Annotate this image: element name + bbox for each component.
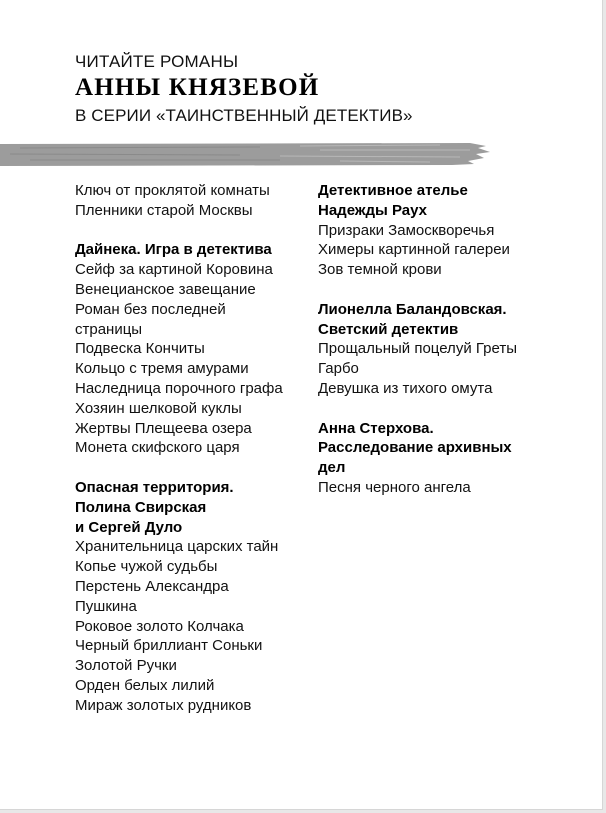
book-title: Черный бриллиант Соньки (75, 637, 263, 655)
book-title: Пленники старой Москвы (75, 201, 253, 219)
book-title: Подвеска Кончиты (75, 340, 205, 358)
series-title: Опасная территория. (75, 478, 234, 496)
book-title: Орден белых лилий (75, 676, 215, 694)
book-title: Сейф за картиной Коровина (75, 261, 273, 279)
page-header (75, 52, 413, 127)
book-title: Роман без последней (75, 300, 226, 318)
book-title: Мираж золотых рудников (75, 696, 252, 714)
series-title: Дайнека. Игра в детектива (75, 241, 272, 259)
header-line-1: ЧИТАЙТЕ РОМАНЫ (75, 52, 239, 71)
book-title: Монета скифского царя (75, 439, 240, 457)
book-title: Ключ от проклятой комнаты (75, 182, 270, 199)
book-title: Пушкина (75, 597, 137, 615)
book-title: Кольцо с тремя амурами (75, 360, 249, 378)
series-title: Детективное ателье (318, 182, 468, 199)
series-title: Анна Стерхова. (318, 419, 434, 437)
book-title: Перстень Александра (75, 577, 229, 595)
brush-stroke-divider (0, 140, 490, 168)
series-title: Надежды Раух (318, 201, 427, 219)
series-title: Светский детектив (318, 320, 459, 338)
book-title: Золотой Ручки (75, 657, 177, 675)
series-title: Расследование архивных (318, 439, 512, 457)
book-title: Гарбо (318, 360, 359, 378)
book-title: Наследница порочного графа (75, 379, 283, 397)
book-title: Копье чужой судьбы (75, 558, 218, 576)
series-title: и Сергей Дуло (75, 518, 183, 536)
series-title: Полина Свирская (75, 498, 207, 516)
author-name: АННЫ КНЯЗЕВОЙ (75, 74, 320, 101)
book-title: Венецианское завещание (75, 280, 256, 298)
right-column (318, 181, 558, 498)
left-column (75, 181, 307, 716)
series-title: дел (318, 459, 346, 477)
book-title: Жертвы Плещеева озера (75, 419, 252, 437)
book-title: Песня черного ангела (318, 478, 471, 496)
book-title: Прощальный поцелуй Греты (318, 340, 517, 358)
book-title: Хозяин шелковой куклы (75, 399, 242, 417)
series-name: В СЕРИИ «ТАИНСТВЕННЫЙ ДЕТЕКТИВ» (75, 106, 413, 125)
series-title: Лионелла Баландовская. (318, 300, 507, 318)
book-title: Химеры картинной галереи (318, 241, 510, 259)
book-title: Зов темной крови (318, 261, 442, 279)
book-title: страницы (75, 320, 143, 338)
book-title: Роковое золото Колчака (75, 617, 244, 635)
book-title: Девушка из тихого омута (318, 379, 493, 397)
book-title: Хранительница царских тайн (75, 538, 279, 556)
book-title: Призраки Замоскворечья (318, 221, 495, 239)
